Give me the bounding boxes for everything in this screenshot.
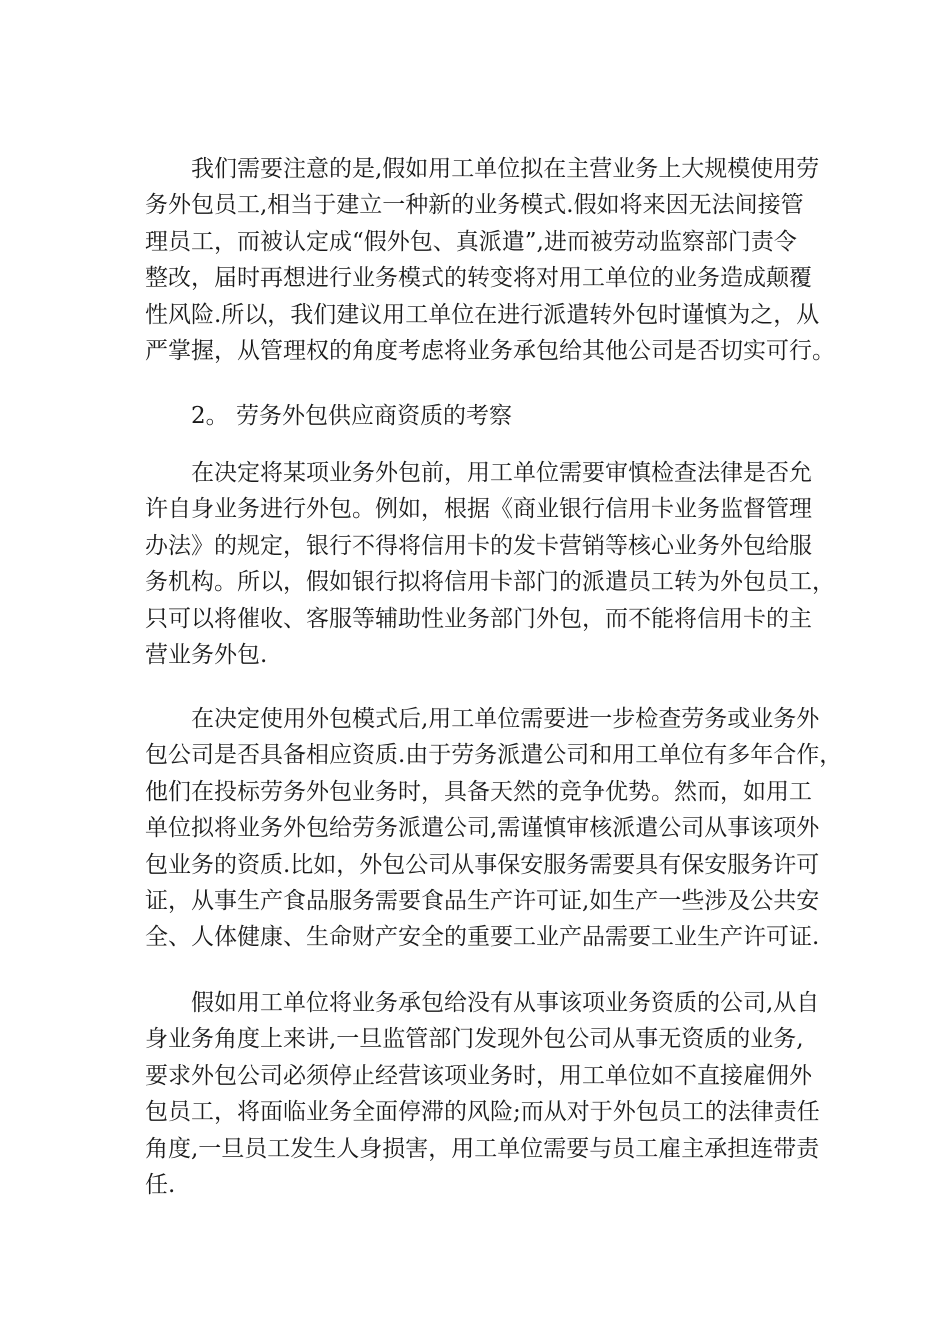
text-line: 在决定将某项业务外包前，用工单位需要审慎检查法律是否允 — [191, 460, 812, 486]
paragraph-legal-check — [145, 455, 835, 673]
text-line: 只可以将催收、客服等辅助性业务部门外包，而不能将信用卡的主 — [145, 605, 812, 632]
section-heading — [145, 398, 815, 434]
text-line: 办法》的规定，银行不得将信用卡的发卡营销等核心业务外包给服 — [145, 532, 812, 559]
text-line: 包业务的资质.比如，外包公司从事保安服务需要具有保安服务许可 — [145, 851, 820, 878]
text-line: 理员工，而被认定成“假外包、真派遣”,进而被劳动监察部门责令 — [145, 228, 797, 255]
text-line: 任. — [145, 1171, 176, 1198]
paragraph-outsourcing-risk — [145, 151, 835, 369]
text-line: 要求外包公司必须停止经营该项业务时，用工单位如不直接雇佣外 — [145, 1062, 812, 1089]
text-line: 严掌握，从管理权的角度考虑将业务承包给其他公司是否切实可行。 — [145, 337, 835, 364]
text-line: 营业务外包. — [145, 641, 268, 668]
text-line: 假如用工单位将业务承包给没有从事该项业务资质的公司,从自 — [191, 990, 820, 1016]
text-line: 务外包员工,相当于建立一种新的业务模式.假如将来因无法间接管 — [145, 192, 804, 219]
heading-text: 2。 劳务外包供应商资质的考察 — [191, 403, 512, 429]
text-line: 角度,一旦员工发生人身损害，用工单位需要与员工雇主承担连带责 — [145, 1135, 820, 1162]
text-line: 包公司是否具备相应资质.由于劳务派遣公司和用工单位有多年合作， — [145, 742, 843, 769]
paragraph-qualification-check — [145, 701, 843, 956]
text-line: 在决定使用外包模式后,用工单位需要进一步检查劳务或业务外 — [191, 706, 820, 732]
text-line: 全、人体健康、生命财产安全的重要工业产品需要工业生产许可证. — [145, 924, 820, 951]
text-line: 身业务角度上来讲,一旦监管部门发现外包公司从事无资质的业务, — [145, 1026, 804, 1053]
text-line: 务机构。所以，假如银行拟将信用卡部门的派遣员工转为外包员工， — [145, 569, 835, 596]
text-line: 整改，届时再想进行业务模式的转变将对用工单位的业务造成颠覆 — [145, 265, 812, 292]
text-line: 我们需要注意的是,假如用工单位拟在主营业务上大规模使用劳 — [191, 156, 820, 182]
text-line: 许自身业务进行外包。例如，根据《商业银行信用卡业务监督管理 — [145, 496, 812, 523]
text-line: 证，从事生产食品服务需要食品生产许可证,如生产一些涉及公共安 — [145, 887, 820, 914]
text-line: 包员工，将面临业务全面停滞的风险;而从对于外包员工的法律责任 — [145, 1099, 820, 1126]
paragraph-unqualified-risk — [145, 985, 820, 1203]
text-line: 单位拟将业务外包给劳务派遣公司,需谨慎审核派遣公司从事该项外 — [145, 815, 820, 842]
text-line: 他们在投标劳务外包业务时，具备天然的竞争优势。然而，如用工 — [145, 778, 812, 805]
text-line: 性风险.所以，我们建议用工单位在进行派遣转外包时谨慎为之，从 — [145, 301, 820, 328]
